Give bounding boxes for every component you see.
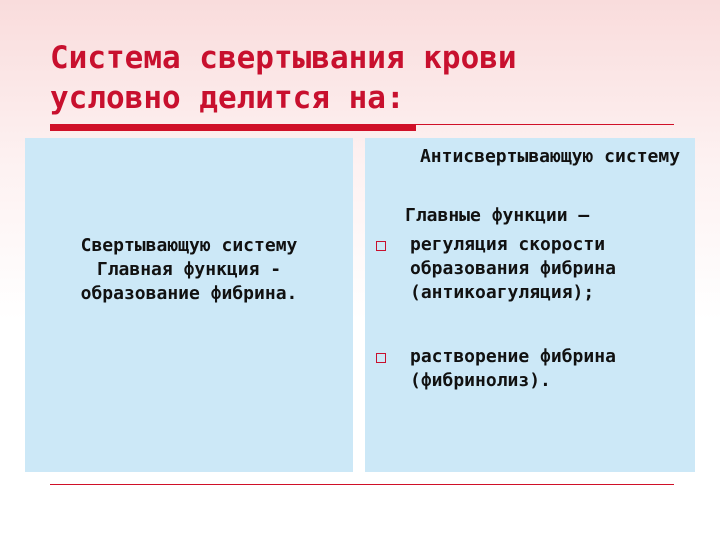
square-bullet-icon [376,241,386,251]
title-underline-thin [416,124,674,125]
list-item: регуляция скорости образования фибрина (антикоагуляция); [410,234,616,303]
title-line-1: Система свертывания крови [50,40,517,76]
title-line-2: условно делится на: [50,80,405,116]
footer-rule [50,484,674,485]
slide-title [50,38,690,118]
left-heading: Свертывающую систему [80,235,298,256]
left-description: Главная функция - образование фибрина. [80,259,298,304]
right-heading: Антисвертывающую систему [419,146,681,167]
list-item: растворение фибрина (фибринолиз). [410,346,616,391]
right-panel [365,138,695,472]
title-underline-thick [50,124,416,131]
left-panel-content [0,234,378,306]
square-bullet-icon [376,353,386,363]
right-subheading: Главные функции – [405,205,590,226]
